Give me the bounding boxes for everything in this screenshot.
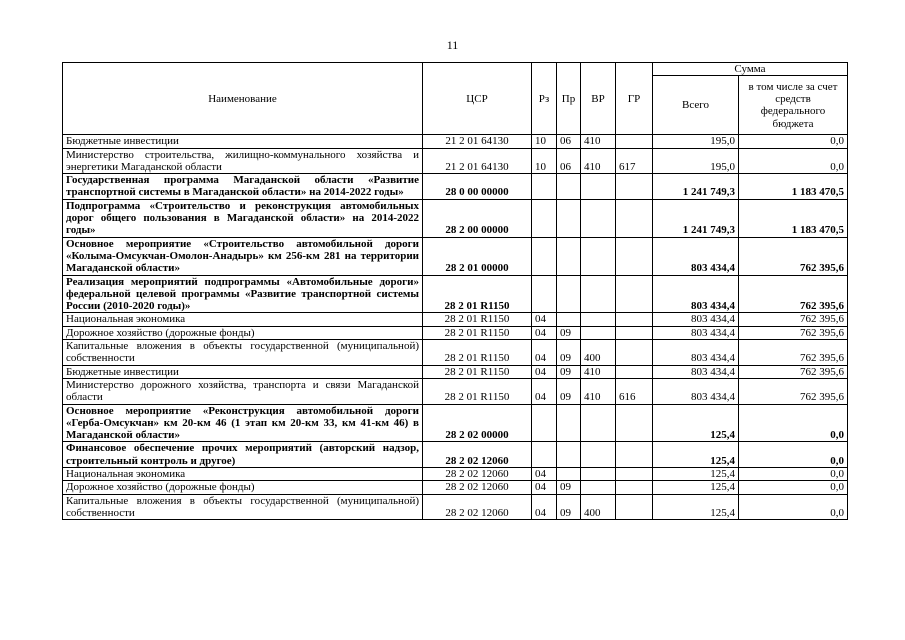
table-row: [63, 481, 848, 494]
row-gr-cell: [616, 442, 653, 468]
row-csr-cell: 21 2 01 64130: [423, 135, 532, 148]
row-name-cell: Капитальные вложения в объекты государственной (муниципальной) собственности: [63, 494, 423, 520]
table-row: [63, 442, 848, 468]
row-gr-cell: [616, 135, 653, 148]
row-pr-cell: [557, 442, 581, 468]
row-total-cell: 1 241 749,3: [653, 199, 739, 237]
row-vr-cell: [581, 199, 616, 237]
row-vr-cell: [581, 237, 616, 275]
header-rz: Рз: [532, 63, 557, 135]
header-vr: ВР: [581, 63, 616, 135]
row-total-cell: 125,4: [653, 404, 739, 442]
row-csr-cell: 28 2 01 R1150: [423, 365, 532, 378]
row-rz-cell: 04: [532, 468, 557, 481]
header-name: Наименование: [63, 63, 423, 135]
row-rz-cell: [532, 199, 557, 237]
table-row: [63, 237, 848, 275]
row-name-cell: Министерство строительства, жилищно-коммунального хозяйства и энергетики Магаданской области: [63, 148, 423, 174]
row-rz-cell: [532, 237, 557, 275]
row-name-cell: Национальная экономика: [63, 313, 423, 326]
row-gr-cell: 616: [616, 378, 653, 404]
row-vr-cell: 410: [581, 378, 616, 404]
row-gr-cell: [616, 340, 653, 366]
row-vr-cell: [581, 326, 616, 339]
row-pr-cell: [557, 404, 581, 442]
row-gr-cell: [616, 174, 653, 200]
row-name-cell: Бюджетные инвестиции: [63, 135, 423, 148]
table-row: [63, 404, 848, 442]
table-row: [63, 365, 848, 378]
row-vr-cell: [581, 313, 616, 326]
table-row: [63, 340, 848, 366]
row-pr-cell: 06: [557, 148, 581, 174]
row-gr-cell: 617: [616, 148, 653, 174]
row-rz-cell: [532, 404, 557, 442]
budget-table: [62, 62, 848, 520]
row-federal-cell: 762 395,6: [739, 313, 848, 326]
row-csr-cell: 28 2 01 R1150: [423, 340, 532, 366]
row-name-cell: Финансовое обеспечение прочих мероприятий (авторский надзор, строительный контроль и другое): [63, 442, 423, 468]
row-total-cell: 1 241 749,3: [653, 174, 739, 200]
row-name-cell: Капитальные вложения в объекты государственной (муниципальной) собственности: [63, 340, 423, 366]
row-csr-cell: 28 2 02 12060: [423, 481, 532, 494]
row-csr-cell: 28 0 00 00000: [423, 174, 532, 200]
row-pr-cell: [557, 468, 581, 481]
row-total-cell: 125,4: [653, 494, 739, 520]
row-rz-cell: [532, 442, 557, 468]
row-pr-cell: [557, 313, 581, 326]
row-csr-cell: 28 2 01 R1150: [423, 378, 532, 404]
row-vr-cell: 400: [581, 494, 616, 520]
row-vr-cell: [581, 275, 616, 313]
row-csr-cell: 28 2 02 12060: [423, 468, 532, 481]
table-row: [63, 313, 848, 326]
row-federal-cell: 0,0: [739, 442, 848, 468]
row-name-cell: Основное мероприятие «Строительство автомобильной дороги «Колыма-Омсукчан-Омолон-Анадырь» км 256-км 281 на территории Магаданской области»: [63, 237, 423, 275]
row-csr-cell: 28 2 01 00000: [423, 237, 532, 275]
row-gr-cell: [616, 481, 653, 494]
row-vr-cell: [581, 174, 616, 200]
row-pr-cell: 09: [557, 494, 581, 520]
row-gr-cell: [616, 494, 653, 520]
row-federal-cell: 0,0: [739, 148, 848, 174]
row-name-cell: Дорожное хозяйство (дорожные фонды): [63, 481, 423, 494]
row-rz-cell: 04: [532, 326, 557, 339]
row-rz-cell: 10: [532, 135, 557, 148]
row-rz-cell: [532, 174, 557, 200]
row-pr-cell: 06: [557, 135, 581, 148]
header-total: Всего: [653, 76, 739, 135]
row-vr-cell: [581, 468, 616, 481]
row-name-cell: Национальная экономика: [63, 468, 423, 481]
row-total-cell: 803 434,4: [653, 313, 739, 326]
row-rz-cell: [532, 275, 557, 313]
row-pr-cell: 09: [557, 326, 581, 339]
row-vr-cell: [581, 404, 616, 442]
header-sum: Сумма: [653, 63, 848, 76]
row-rz-cell: 04: [532, 481, 557, 494]
row-federal-cell: 762 395,6: [739, 340, 848, 366]
header-pr: Пр: [557, 63, 581, 135]
row-gr-cell: [616, 313, 653, 326]
row-pr-cell: [557, 174, 581, 200]
table-row: [63, 148, 848, 174]
row-csr-cell: 21 2 01 64130: [423, 148, 532, 174]
row-pr-cell: 09: [557, 365, 581, 378]
table-row: [63, 199, 848, 237]
row-total-cell: 125,4: [653, 481, 739, 494]
row-vr-cell: 400: [581, 340, 616, 366]
row-gr-cell: [616, 275, 653, 313]
row-vr-cell: 410: [581, 365, 616, 378]
row-federal-cell: 762 395,6: [739, 237, 848, 275]
row-name-cell: Министерство дорожного хозяйства, транспорта и связи Магаданской области: [63, 378, 423, 404]
row-pr-cell: 09: [557, 340, 581, 366]
row-total-cell: 195,0: [653, 148, 739, 174]
row-csr-cell: 28 2 02 12060: [423, 442, 532, 468]
row-federal-cell: 0,0: [739, 481, 848, 494]
row-federal-cell: 762 395,6: [739, 326, 848, 339]
row-pr-cell: 09: [557, 481, 581, 494]
row-vr-cell: 410: [581, 148, 616, 174]
header-federal: в том числе за счет средств федерального бюджета: [739, 76, 848, 135]
table-row: [63, 174, 848, 200]
row-total-cell: 803 434,4: [653, 237, 739, 275]
row-name-cell: Бюджетные инвестиции: [63, 365, 423, 378]
row-federal-cell: 1 183 470,5: [739, 199, 848, 237]
row-csr-cell: 28 2 01 R1150: [423, 313, 532, 326]
row-gr-cell: [616, 199, 653, 237]
row-name-cell: Подпрограмма «Строительство и реконструкция автомобильных дорог общего пользования в Магаданской области» на 2014-2022 годы»: [63, 199, 423, 237]
row-pr-cell: 09: [557, 378, 581, 404]
row-rz-cell: 04: [532, 313, 557, 326]
row-federal-cell: 762 395,6: [739, 378, 848, 404]
row-name-cell: Дорожное хозяйство (дорожные фонды): [63, 326, 423, 339]
table-row: [63, 468, 848, 481]
page-number: 11: [446, 38, 459, 52]
table-row: [63, 494, 848, 520]
table-row: [63, 135, 848, 148]
row-gr-cell: [616, 365, 653, 378]
table-body: [63, 135, 848, 520]
row-csr-cell: 28 2 02 00000: [423, 404, 532, 442]
row-pr-cell: [557, 275, 581, 313]
row-federal-cell: 0,0: [739, 494, 848, 520]
row-federal-cell: 1 183 470,5: [739, 174, 848, 200]
row-total-cell: 803 434,4: [653, 365, 739, 378]
row-csr-cell: 28 2 02 12060: [423, 494, 532, 520]
row-total-cell: 803 434,4: [653, 378, 739, 404]
row-pr-cell: [557, 237, 581, 275]
row-rz-cell: 04: [532, 340, 557, 366]
row-rz-cell: 04: [532, 494, 557, 520]
row-federal-cell: 0,0: [739, 135, 848, 148]
row-total-cell: 803 434,4: [653, 275, 739, 313]
table-row: [63, 275, 848, 313]
row-total-cell: 125,4: [653, 468, 739, 481]
header-csr: ЦСР: [423, 63, 532, 135]
row-vr-cell: [581, 442, 616, 468]
row-pr-cell: [557, 199, 581, 237]
row-rz-cell: 04: [532, 365, 557, 378]
row-vr-cell: [581, 481, 616, 494]
row-name-cell: Государственная программа Магаданской области «Развитие транспортной системы в Магаданской области» на 2014-2022 годы»: [63, 174, 423, 200]
row-name-cell: Реализация мероприятий подпрограммы «Автомобильные дороги» федеральной целевой программы «Развитие транспортной системы России (2010-2020 годы)»: [63, 275, 423, 313]
row-gr-cell: [616, 468, 653, 481]
row-gr-cell: [616, 326, 653, 339]
table-header: [63, 63, 848, 135]
row-name-cell: Основное мероприятие «Реконструкция автомобильной дороги «Герба-Омсукчан» км 20-км 46 (1 этап км 20-км 33, км 41-км 46) в Магаданской области»: [63, 404, 423, 442]
row-gr-cell: [616, 237, 653, 275]
row-rz-cell: 04: [532, 378, 557, 404]
row-csr-cell: 28 2 01 R1150: [423, 326, 532, 339]
row-csr-cell: 28 2 01 R1150: [423, 275, 532, 313]
row-total-cell: 125,4: [653, 442, 739, 468]
row-vr-cell: 410: [581, 135, 616, 148]
table-row: [63, 378, 848, 404]
table-row: [63, 326, 848, 339]
row-federal-cell: 0,0: [739, 468, 848, 481]
row-rz-cell: 10: [532, 148, 557, 174]
row-total-cell: 803 434,4: [653, 340, 739, 366]
row-federal-cell: 0,0: [739, 404, 848, 442]
row-csr-cell: 28 2 00 00000: [423, 199, 532, 237]
row-federal-cell: 762 395,6: [739, 275, 848, 313]
row-total-cell: 803 434,4: [653, 326, 739, 339]
header-gr: ГР: [616, 63, 653, 135]
row-total-cell: 195,0: [653, 135, 739, 148]
row-gr-cell: [616, 404, 653, 442]
row-federal-cell: 762 395,6: [739, 365, 848, 378]
